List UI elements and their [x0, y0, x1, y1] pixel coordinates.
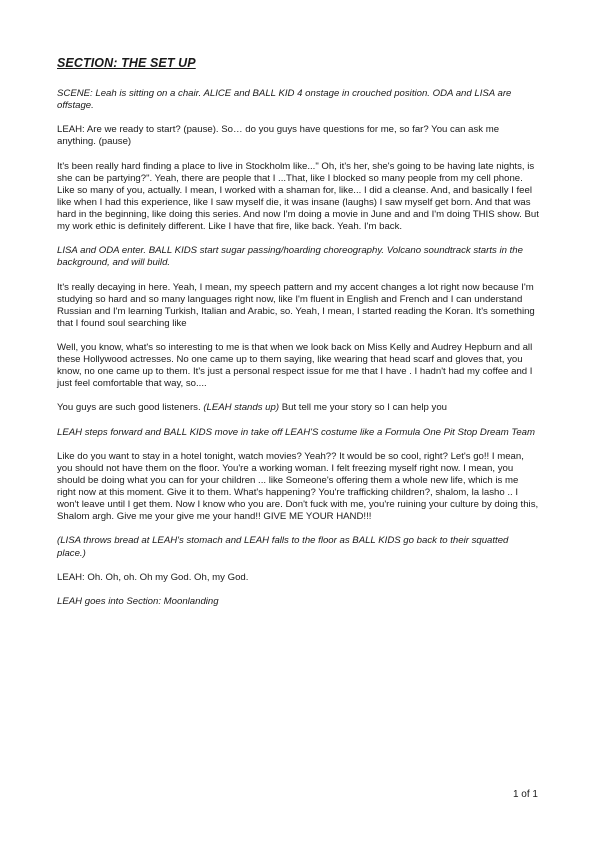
stage-direction-moonlanding: LEAH goes into Section: Moonlanding — [57, 595, 219, 607]
stage-direction-stands-up: (LEAH stands up) — [203, 402, 280, 414]
stage-direction-pit-stop: LEAH steps forward and BALL KIDS move in take off LEAH'S costume like a Formula One Pit Stop Dream Team — [57, 426, 536, 438]
dialogue-oh-my-god: LEAH: Oh. Oh, oh. Oh my God. Oh, my God. — [57, 571, 249, 583]
stage-direction-bread: (LISA throws bread at LEAH's stomach and LEAH falls to the floor as BALL KIDS go back to their squatted place.) — [57, 535, 509, 559]
script-page — [57, 56, 539, 620]
section-heading: SECTION: THE SET UP — [57, 56, 196, 70]
dialogue-listeners-part-1: You guys are such good listeners. — [57, 402, 204, 414]
stage-direction-enter: LISA and ODA enter. BALL KIDS start sugar passing/hoarding choreography. Volcano soundtrack starts in the background, and will build. — [57, 245, 523, 269]
page-number: 1 of 1 — [512, 789, 538, 800]
dialogue-stockholm: It's been really hard finding a place to live in Stockholm like..." Oh, it's her, she's going to be having late nights, is she can be partying?". Yeah, there are people that I ...That, like I blocked so many people from my cell phone. Like so many of you, actually. I mean, I worked with a shaman for, like... I did a cleanse. And, and basically I feel like when I had this experience, like I saw myself die, it was insane (laughs) I saw myself get born. And that was hard in the beginning, like doing this series. And now I'm doing a movie in June and and I'm doing THIS show. But my work ethic is definitely different. Like I have that fire, like back. Yeah. I'm back. — [57, 160, 539, 233]
dialogue-hollywood: Well, you know, what's so interesting to me is that when we look back on Miss Kelly and Audrey Hepburn and all these Hollywood actresses. No one came up to them saying, like wearing that head scarf and gloves that, you know, no one came up to them. It's just a personal respect issue for me that I have . I hadn't had my coffee and I just feel comfortable that way, so.... — [57, 341, 533, 390]
dialogue-listeners — [57, 402, 539, 414]
dialogue-listeners-part-2: But tell me your story so I can help you — [279, 402, 448, 414]
dialogue-leah-opening: LEAH: Are we ready to start? (pause). So… do you guys have questions for me, so far? You can ask me anything. (pause) — [57, 124, 500, 148]
dialogue-hotel: Like do you want to stay in a hotel tonight, watch movies? Yeah?? It would be so cool, right? Let's go!! I mean, you should not have them on the floor. You're a working woman. I felt freezing myself right now. I mean, you should be doing what you can for your children ... like Someone's offering them a whole new life, which is me right now at this moment. Give it to them. What's happening? You're trafficking children?, shalom, la lasho .. I won't leave until I get them. Now I know who you are. Don't fuck with me, you're ruining your culture by doing this, Shalom argh. Give me your give me your hand!! GIVE ME YOUR HAND!!! — [57, 450, 539, 523]
dialogue-languages: It's really decaying in here. Yeah, I mean, my speech pattern and my accent changes a lot right now because I'm studying so hard and so many languages right now, like I'm fluent in English and French and I can understand Russian and I'm learning Turkish, Italian and Arabic, so. Yeah, I mean, I started reading the Koran. It's something that I found soul searching like — [57, 281, 535, 329]
stage-direction-scene: SCENE: Leah is sitting on a chair. ALICE and BALL KID 4 onstage in crouched position. ODA and LISA are offstage. — [57, 88, 512, 112]
